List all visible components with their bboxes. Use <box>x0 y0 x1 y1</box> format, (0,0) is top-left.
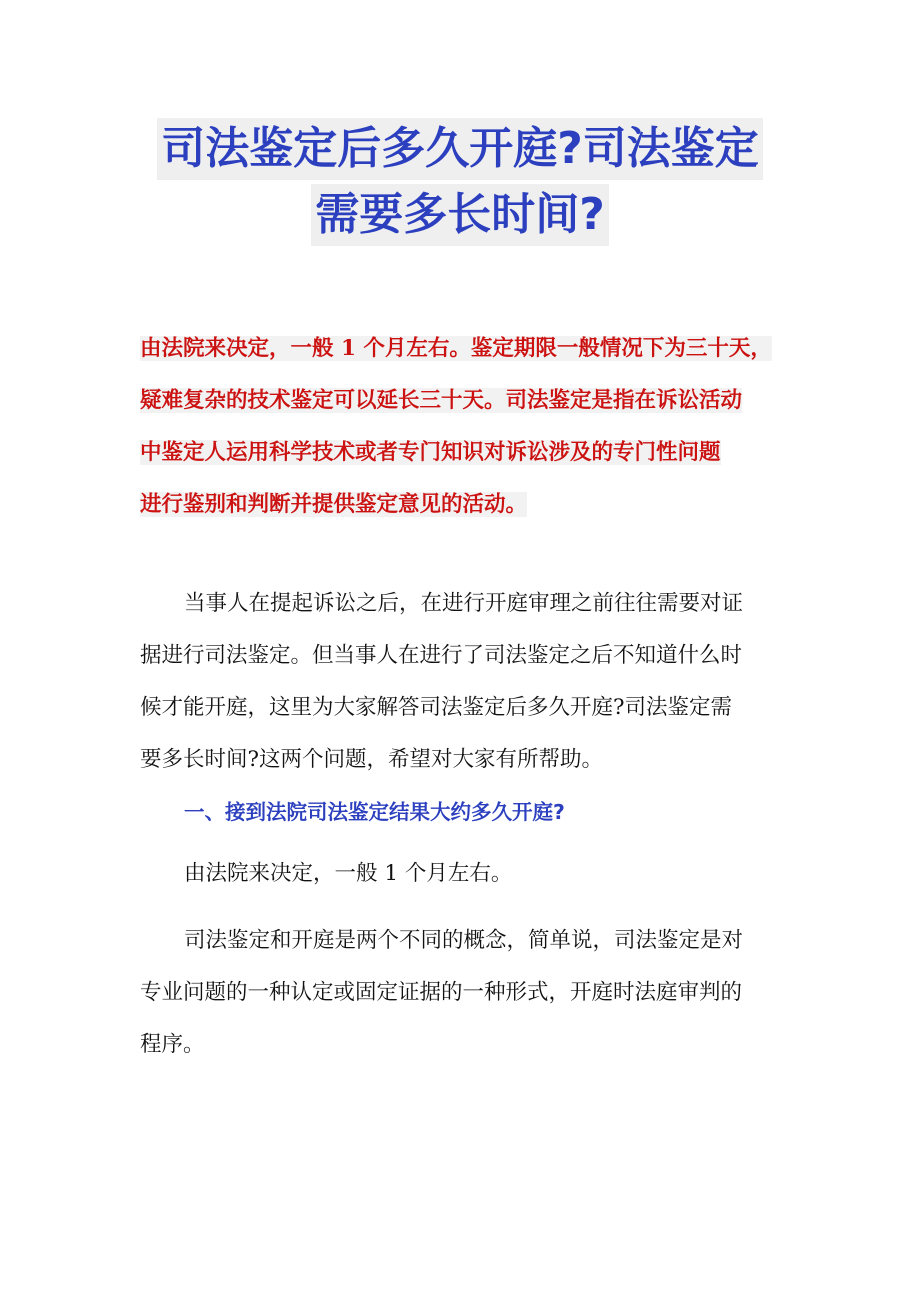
answer-line: 由法院来决定，一般 1 个月左右。 <box>184 861 513 886</box>
intro-line: 当事人在提起诉讼之后，在进行开庭审理之前往往需要对证 <box>184 591 744 616</box>
title-line-2: 需要多长时间? <box>311 184 609 246</box>
section-heading: 一、接到法院司法鉴定结果大约多久开庭? <box>184 800 565 824</box>
summary-line: 进行鉴别和判断并提供鉴定意见的活动。 <box>140 492 528 517</box>
summary-line: 中鉴定人运用科学技术或者专门知识对诉讼涉及的专门性问题 <box>140 440 721 465</box>
section-detail-paragraph <box>140 915 790 1071</box>
detail-line: 司法鉴定和开庭是两个不同的概念，简单说，司法鉴定是对 <box>184 928 744 953</box>
intro-line: 据进行司法鉴定。但当事人在进行了司法鉴定之后不知道什么时 <box>140 643 743 668</box>
intro-paragraph <box>140 578 790 786</box>
title-line-1: 司法鉴定后多久开庭?司法鉴定 <box>157 118 763 180</box>
intro-line: 要多长时间?这两个问题，希望对大家有所帮助。 <box>140 747 604 772</box>
detail-line: 专业问题的一种认定或固定证据的一种形式，开庭时法庭审判的 <box>140 980 743 1005</box>
summary-line: 疑难复杂的技术鉴定可以延长三十天。司法鉴定是指在诉讼活动 <box>140 388 743 413</box>
intro-line: 候才能开庭，这里为大家解答司法鉴定后多久开庭?司法鉴定需 <box>140 695 733 720</box>
document-title <box>0 118 920 246</box>
section-answer <box>140 848 790 900</box>
detail-line: 程序。 <box>140 1032 205 1057</box>
summary-line: 由法院来决定，一般 1 个月左右。鉴定期限一般情况下为三十天， <box>140 336 772 361</box>
summary-paragraph <box>140 323 790 531</box>
